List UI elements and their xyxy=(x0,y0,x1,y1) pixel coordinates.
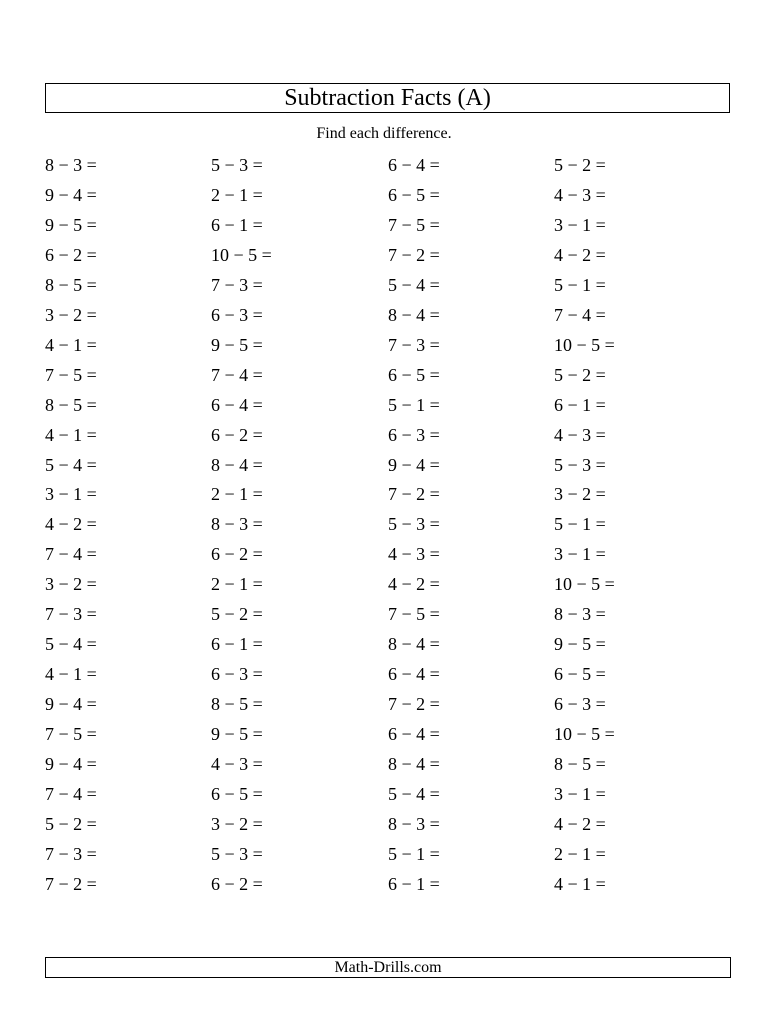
problem-item: 6 − 3 = xyxy=(211,304,263,325)
problem-item: 3 − 2 = xyxy=(45,304,97,325)
problem-item: 9 − 4 = xyxy=(45,754,97,774)
problem-item: 6 − 4 = xyxy=(388,664,440,685)
problem-item: 7 − 5 = xyxy=(45,724,97,745)
problem-item: 9 − 5 = xyxy=(554,634,606,655)
worksheet-title: Subtraction Facts (A) xyxy=(284,85,491,111)
problem-item: 4 − 3 = xyxy=(211,754,263,774)
problem-item: 5 − 2 = xyxy=(554,364,606,385)
problem-item: 2 − 1 = xyxy=(554,843,606,864)
problem-item: 5 − 2 = xyxy=(211,604,263,625)
problem-item: 6 − 1 = xyxy=(211,634,263,655)
problem-item: 8 − 3 = xyxy=(45,155,97,175)
problem-item: 2 − 1 = xyxy=(211,184,263,205)
problem-item: 9 − 5 = xyxy=(45,214,97,235)
problem-item: 6 − 1 = xyxy=(211,214,263,235)
problem-item: 7 − 4 = xyxy=(45,783,97,804)
worksheet-instructions: Find each difference. xyxy=(316,125,452,142)
problem-item: 6 − 2 = xyxy=(211,544,263,565)
problem-item: 5 − 2 = xyxy=(554,155,606,175)
problem-item: 10 − 5 = xyxy=(554,724,615,745)
problem-item: 10 − 5 = xyxy=(554,334,615,355)
problem-item: 9 − 4 = xyxy=(45,184,97,205)
problem-item: 6 − 5 = xyxy=(388,364,440,385)
problem-item: 8 − 4 = xyxy=(388,304,440,325)
problem-item: 4 − 2 = xyxy=(554,244,606,265)
problem-item: 6 − 3 = xyxy=(388,424,440,445)
problem-item: 3 − 2 = xyxy=(554,484,606,505)
problem-item: 6 − 5 = xyxy=(554,664,606,685)
problem-item: 8 − 4 = xyxy=(388,754,440,774)
problem-item: 4 − 1 = xyxy=(45,664,97,685)
problem-item: 3 − 1 = xyxy=(45,484,97,505)
problem-item: 7 − 2 = xyxy=(388,694,440,715)
footer-box xyxy=(45,957,731,978)
problem-item: 5 − 1 = xyxy=(388,394,440,415)
problem-item: 8 − 3 = xyxy=(554,604,606,625)
problem-item: 4 − 3 = xyxy=(554,184,606,205)
problem-item: 9 − 4 = xyxy=(388,454,440,475)
problem-item: 6 − 1 = xyxy=(388,873,440,894)
problem-item: 8 − 5 = xyxy=(45,394,97,415)
footer-text: Math-Drills.com xyxy=(334,958,442,976)
problem-item: 6 − 4 = xyxy=(388,724,440,745)
problem-item: 5 − 3 = xyxy=(554,454,606,475)
problem-item: 5 − 4 = xyxy=(45,634,97,655)
problem-item: 6 − 2 = xyxy=(45,244,97,265)
problem-item: 4 − 1 = xyxy=(554,873,606,894)
problem-item: 9 − 5 = xyxy=(211,334,263,355)
problem-item: 4 − 3 = xyxy=(554,424,606,445)
problem-item: 4 − 1 = xyxy=(45,424,97,445)
problem-item: 4 − 3 = xyxy=(388,544,440,565)
problem-item: 6 − 3 = xyxy=(211,664,263,685)
problem-item: 6 − 4 = xyxy=(388,155,440,175)
problem-item: 7 − 3 = xyxy=(388,334,440,355)
problem-item: 4 − 2 = xyxy=(45,514,97,535)
problem-item: 5 − 2 = xyxy=(45,813,97,834)
problem-item: 8 − 3 = xyxy=(211,514,263,535)
problem-item: 6 − 2 = xyxy=(211,873,263,894)
problem-item: 7 − 2 = xyxy=(45,873,97,894)
problem-item: 3 − 1 = xyxy=(554,783,606,804)
problem-item: 4 − 2 = xyxy=(554,813,606,834)
problem-item: 6 − 5 = xyxy=(211,783,263,804)
problem-item: 5 − 1 = xyxy=(554,514,606,535)
problem-item: 8 − 4 = xyxy=(211,454,263,475)
problem-item: 4 − 2 = xyxy=(388,574,440,595)
problem-item: 10 − 5 = xyxy=(211,244,272,265)
problem-item: 8 − 5 = xyxy=(554,754,606,774)
problem-item: 8 − 4 = xyxy=(388,634,440,655)
problem-item: 4 − 1 = xyxy=(45,334,97,355)
problem-item: 7 − 4 = xyxy=(45,544,97,565)
problem-item: 9 − 5 = xyxy=(211,724,263,745)
problem-item: 5 − 3 = xyxy=(211,843,263,864)
problem-item: 6 − 2 = xyxy=(211,424,263,445)
problem-item: 7 − 3 = xyxy=(45,604,97,625)
problem-item: 5 − 1 = xyxy=(554,274,606,295)
problem-item: 5 − 4 = xyxy=(388,274,440,295)
problem-item: 2 − 1 = xyxy=(211,484,263,505)
problem-item: 8 − 5 = xyxy=(211,694,263,715)
problem-item: 7 − 4 = xyxy=(211,364,263,385)
problem-item: 3 − 2 = xyxy=(211,813,263,834)
problem-item: 7 − 3 = xyxy=(211,274,263,295)
problem-item: 7 − 2 = xyxy=(388,484,440,505)
problem-item: 5 − 4 = xyxy=(388,783,440,804)
problem-item: 6 − 3 = xyxy=(554,694,606,715)
problem-item: 5 − 3 = xyxy=(388,514,440,535)
problem-item: 2 − 1 = xyxy=(211,574,263,595)
problem-item: 3 − 1 = xyxy=(554,544,606,565)
problem-item: 7 − 2 = xyxy=(388,244,440,265)
problem-item: 7 − 5 = xyxy=(388,214,440,235)
problem-item: 6 − 5 = xyxy=(388,184,440,205)
problem-item: 7 − 5 = xyxy=(388,604,440,625)
problem-item: 7 − 5 = xyxy=(45,364,97,385)
problem-item: 5 − 3 = xyxy=(211,155,263,175)
problem-item: 5 − 1 = xyxy=(388,843,440,864)
problem-item: 5 − 4 = xyxy=(45,454,97,475)
problem-item: 9 − 4 = xyxy=(45,694,97,715)
problem-item: 3 − 1 = xyxy=(554,214,606,235)
problem-item: 7 − 4 = xyxy=(554,304,606,325)
problem-item: 6 − 4 = xyxy=(211,394,263,415)
problem-item: 7 − 3 = xyxy=(45,843,97,864)
problem-item: 10 − 5 = xyxy=(554,574,615,595)
problem-item: 3 − 2 = xyxy=(45,574,97,595)
problem-item: 6 − 1 = xyxy=(554,394,606,415)
problem-item: 8 − 3 = xyxy=(388,813,440,834)
problem-item: 8 − 5 = xyxy=(45,274,97,295)
